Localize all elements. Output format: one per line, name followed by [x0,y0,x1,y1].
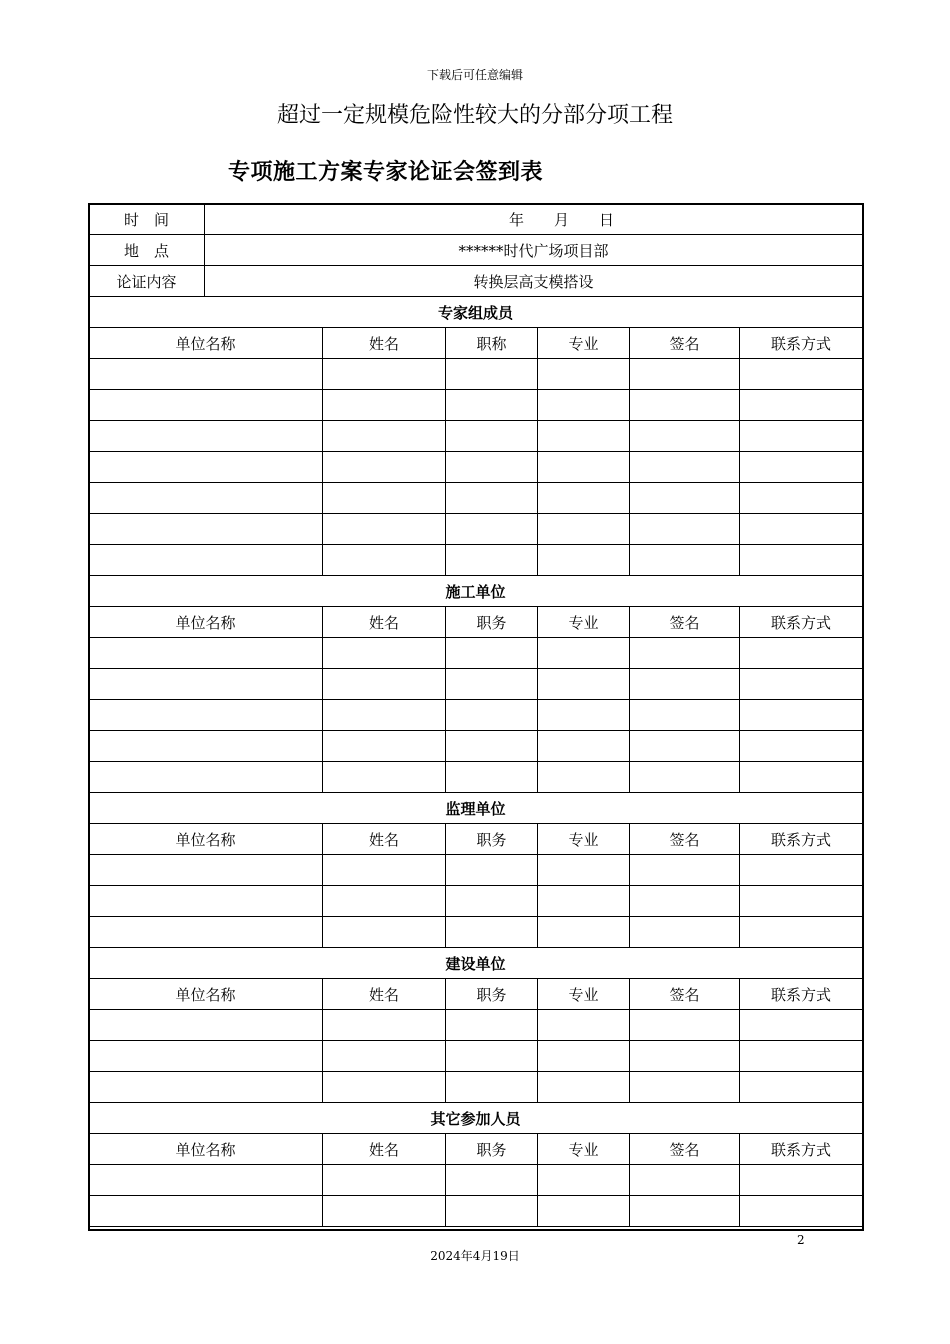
blank-cell[interactable] [630,1165,740,1196]
blank-cell[interactable] [446,452,538,483]
table-row [89,886,863,917]
blank-cell[interactable] [89,1072,323,1103]
section-header-row [89,948,863,979]
blank-cell[interactable] [446,855,538,886]
table-row [89,1196,863,1227]
blank-cell[interactable] [538,731,630,762]
blank-cell[interactable] [538,855,630,886]
blank-cell[interactable] [89,1041,323,1072]
blank-cell[interactable] [630,700,740,731]
blank-cell[interactable] [323,700,446,731]
blank-cell[interactable] [446,1196,538,1227]
blank-cell[interactable] [538,1041,630,1072]
column-header: 联系方式 [740,328,863,359]
blank-cell[interactable] [740,514,863,545]
blank-cell[interactable] [740,669,863,700]
column-header: 职称 [446,328,538,359]
blank-cell[interactable] [89,731,323,762]
blank-cell[interactable] [538,886,630,917]
blank-cell[interactable] [740,545,863,576]
blank-cell[interactable] [89,359,323,390]
blank-cell[interactable] [630,421,740,452]
time-row [89,204,863,235]
blank-cell[interactable] [538,514,630,545]
content-label: 论证内容 [89,266,205,297]
table-row [89,545,863,576]
blank-cell[interactable] [89,886,323,917]
table-row [89,762,863,793]
place-value[interactable]: ******时代广场项目部 [205,235,863,266]
blank-cell[interactable] [538,421,630,452]
column-header: 单位名称 [89,1134,323,1165]
section-header-row [89,297,863,328]
column-header: 联系方式 [740,824,863,855]
section-title: 监理单位 [89,793,863,824]
column-header-row [89,607,863,638]
blank-cell[interactable] [538,1072,630,1103]
blank-cell[interactable] [89,855,323,886]
footer-date: 2024年4月19日 [430,1249,520,1263]
section-title: 专家组成员 [89,297,863,328]
column-header: 专业 [538,1134,630,1165]
blank-cell[interactable] [89,390,323,421]
blank-cell[interactable] [538,545,630,576]
table-row [89,359,863,390]
column-header: 单位名称 [89,824,323,855]
blank-cell[interactable] [630,917,740,948]
blank-cell[interactable] [446,700,538,731]
column-header: 签名 [630,824,740,855]
column-header: 职务 [446,607,538,638]
blank-cell[interactable] [740,638,863,669]
table-row [89,390,863,421]
blank-cell[interactable] [740,359,863,390]
blank-cell[interactable] [89,483,323,514]
blank-cell[interactable] [740,452,863,483]
blank-cell[interactable] [630,452,740,483]
blank-cell[interactable] [323,1010,446,1041]
blank-cell[interactable] [538,669,630,700]
blank-cell[interactable] [323,483,446,514]
content-row [89,266,863,297]
blank-cell[interactable] [323,855,446,886]
column-header-row [89,1134,863,1165]
blank-cell[interactable] [538,359,630,390]
blank-cell[interactable] [323,390,446,421]
table-row [89,1165,863,1196]
blank-cell[interactable] [323,359,446,390]
table-row [89,483,863,514]
blank-cell[interactable] [630,855,740,886]
blank-cell[interactable] [323,917,446,948]
blank-cell[interactable] [446,390,538,421]
blank-cell[interactable] [89,700,323,731]
blank-cell[interactable] [630,638,740,669]
place-label: 地 点 [89,235,205,266]
blank-cell[interactable] [740,1165,863,1196]
column-header: 专业 [538,328,630,359]
section-header-row [89,1103,863,1134]
section-title: 建设单位 [89,948,863,979]
blank-cell[interactable] [630,1010,740,1041]
blank-cell[interactable] [323,731,446,762]
blank-cell[interactable] [538,1165,630,1196]
blank-cell[interactable] [740,855,863,886]
column-header: 职务 [446,1134,538,1165]
column-header: 职务 [446,979,538,1010]
blank-cell[interactable] [538,700,630,731]
time-value[interactable]: 年 月 日 [205,204,863,235]
place-row [89,235,863,266]
blank-cell[interactable] [538,638,630,669]
table-row [89,1072,863,1103]
content-value[interactable]: 转换层高支模搭设 [205,266,863,297]
blank-cell[interactable] [538,762,630,793]
column-header: 联系方式 [740,607,863,638]
blank-cell[interactable] [630,514,740,545]
blank-cell[interactable] [740,1041,863,1072]
column-header: 姓名 [323,328,446,359]
blank-cell[interactable] [323,421,446,452]
table-row [89,917,863,948]
section-title: 施工单位 [89,576,863,607]
blank-cell[interactable] [630,886,740,917]
blank-cell[interactable] [323,762,446,793]
blank-cell[interactable] [446,886,538,917]
blank-cell[interactable] [89,1010,323,1041]
blank-cell[interactable] [446,1041,538,1072]
blank-cell[interactable] [323,1165,446,1196]
blank-cell[interactable] [740,390,863,421]
blank-cell[interactable] [446,1010,538,1041]
blank-cell[interactable] [89,514,323,545]
blank-cell[interactable] [446,1165,538,1196]
blank-cell[interactable] [446,545,538,576]
column-header: 联系方式 [740,979,863,1010]
column-header-row [89,328,863,359]
column-header: 签名 [630,1134,740,1165]
column-header: 单位名称 [89,979,323,1010]
blank-cell[interactable] [630,1072,740,1103]
blank-cell[interactable] [740,421,863,452]
table-row [89,638,863,669]
table-row [89,421,863,452]
column-header-row [89,824,863,855]
blank-cell[interactable] [446,917,538,948]
blank-cell[interactable] [89,669,323,700]
section-title: 其它参加人员 [89,1103,863,1134]
document-title: 超过一定规模危险性较大的分部分项工程 [276,103,673,128]
blank-cell[interactable] [89,638,323,669]
blank-cell[interactable] [630,390,740,421]
column-header: 专业 [538,979,630,1010]
document-subtitle: 专项施工方案专家论证会签到表 [228,160,544,185]
blank-cell[interactable] [630,1196,740,1227]
blank-cell[interactable] [740,700,863,731]
blank-cell[interactable] [538,917,630,948]
blank-cell[interactable] [446,638,538,669]
column-header: 签名 [630,328,740,359]
blank-cell[interactable] [446,514,538,545]
blank-cell[interactable] [446,731,538,762]
column-header: 姓名 [323,1134,446,1165]
blank-cell[interactable] [740,1196,863,1227]
blank-cell[interactable] [740,731,863,762]
blank-cell[interactable] [89,1165,323,1196]
column-header: 单位名称 [89,328,323,359]
section-header-row [89,793,863,824]
blank-cell[interactable] [446,421,538,452]
download-note: 下载后可任意编辑 [426,68,523,82]
table-row [89,514,863,545]
table-row [89,700,863,731]
blank-cell[interactable] [89,452,323,483]
page-number: 2 [797,1233,805,1247]
blank-cell[interactable] [538,452,630,483]
column-header: 签名 [630,607,740,638]
blank-cell[interactable] [630,669,740,700]
column-header: 单位名称 [89,607,323,638]
blank-cell[interactable] [740,1072,863,1103]
column-header: 职务 [446,824,538,855]
column-header: 签名 [630,979,740,1010]
blank-cell[interactable] [89,917,323,948]
column-header: 姓名 [323,607,446,638]
blank-cell[interactable] [630,359,740,390]
blank-cell[interactable] [630,545,740,576]
blank-cell[interactable] [446,1072,538,1103]
table-row [89,452,863,483]
blank-cell[interactable] [446,359,538,390]
column-header: 专业 [538,607,630,638]
blank-cell[interactable] [323,669,446,700]
sign-in-table [88,203,863,1227]
blank-cell[interactable] [740,886,863,917]
blank-cell[interactable] [89,1196,323,1227]
table-row [89,1010,863,1041]
column-header: 姓名 [323,979,446,1010]
table-row [89,1041,863,1072]
blank-cell[interactable] [538,1010,630,1041]
blank-cell[interactable] [323,545,446,576]
blank-cell[interactable] [538,483,630,514]
blank-cell[interactable] [89,545,323,576]
column-header: 联系方式 [740,1134,863,1165]
blank-cell[interactable] [89,762,323,793]
column-header: 专业 [538,824,630,855]
blank-cell[interactable] [323,452,446,483]
blank-cell[interactable] [740,1010,863,1041]
blank-cell[interactable] [323,1041,446,1072]
blank-cell[interactable] [323,886,446,917]
blank-cell[interactable] [323,1072,446,1103]
blank-cell[interactable] [630,1041,740,1072]
blank-cell[interactable] [740,762,863,793]
table-row [89,669,863,700]
blank-cell[interactable] [446,762,538,793]
blank-cell[interactable] [323,514,446,545]
blank-cell[interactable] [538,390,630,421]
section-header-row [89,576,863,607]
blank-cell[interactable] [630,762,740,793]
table-row [89,855,863,886]
blank-cell[interactable] [630,483,740,514]
blank-cell[interactable] [538,1196,630,1227]
blank-cell[interactable] [740,917,863,948]
blank-cell[interactable] [740,483,863,514]
column-header-row [89,979,863,1010]
table-row [89,731,863,762]
blank-cell[interactable] [323,638,446,669]
blank-cell[interactable] [323,1196,446,1227]
time-label: 时 间 [89,204,205,235]
blank-cell[interactable] [446,483,538,514]
blank-cell[interactable] [446,669,538,700]
column-header: 姓名 [323,824,446,855]
blank-cell[interactable] [630,731,740,762]
blank-cell[interactable] [89,421,323,452]
